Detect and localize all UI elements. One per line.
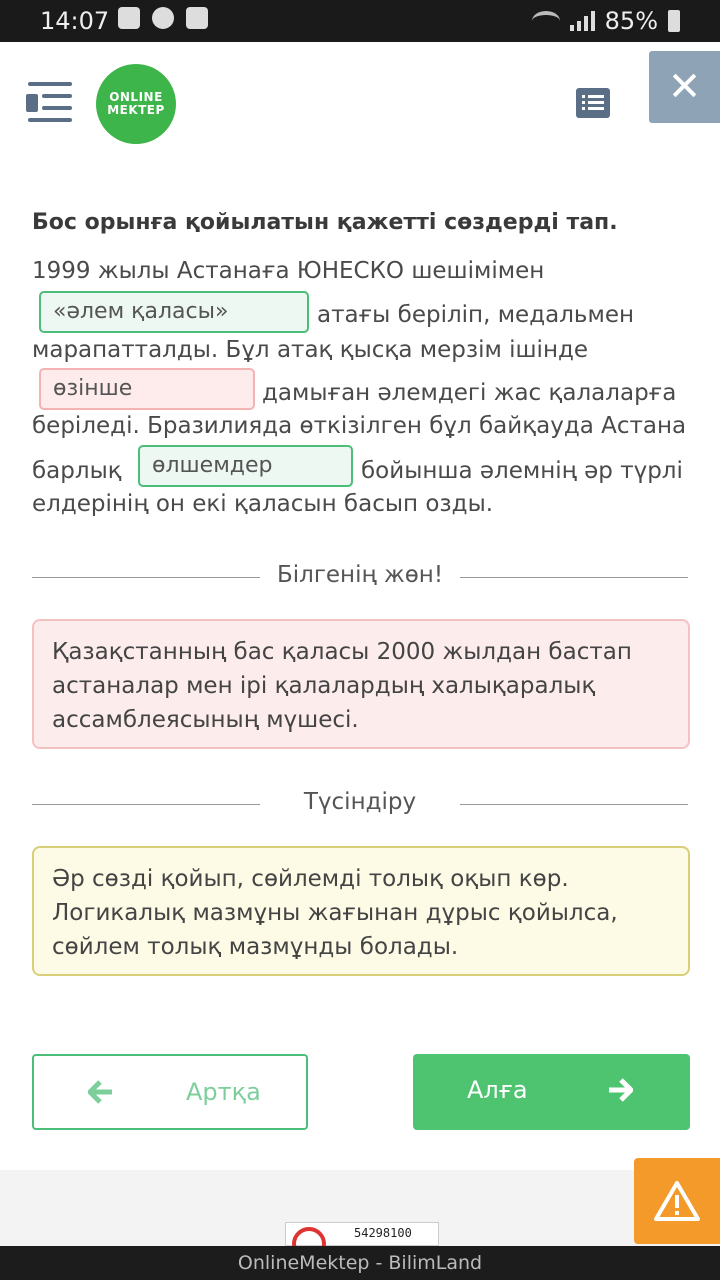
passage-line-1: 1999 жылы Астанаға ЮНЕСКО шешімімен xyxy=(32,258,545,284)
blank-1-answer[interactable]: «әлем қаласы» xyxy=(39,291,309,333)
question-title: Бос орынға қойылатын қажетті сөздерді тап. xyxy=(32,210,618,235)
signal-icon xyxy=(570,11,595,31)
explanation-divider xyxy=(32,789,688,819)
did-you-know-divider xyxy=(32,562,688,592)
app-header xyxy=(0,42,720,167)
arrow-left-icon xyxy=(88,1080,114,1104)
ad-code: 54298100 xyxy=(354,1226,412,1240)
app-icon xyxy=(152,7,174,29)
back-button[interactable] xyxy=(32,1054,308,1130)
passage-line-3: марапатталды. Бұл атақ қысқа мерзім ішінде xyxy=(32,337,589,363)
footer-title: OnlineMektep - BilimLand xyxy=(0,1246,720,1280)
passage-before-blank-3: барлық xyxy=(32,458,122,484)
next-button[interactable] xyxy=(413,1054,690,1130)
onlinemektep-logo[interactable]: ONLINE MEKTEP xyxy=(96,64,176,144)
next-button-label: Алға xyxy=(467,1076,528,1104)
youtube-icon xyxy=(118,7,140,29)
did-you-know-title: Білгенің жөн! xyxy=(276,562,444,588)
battery-icon xyxy=(668,10,680,32)
blank-2-answer[interactable]: өзінше xyxy=(39,368,255,410)
battery-percent: 85% xyxy=(604,7,658,35)
status-bar xyxy=(0,0,720,42)
back-button-label: Артқа xyxy=(186,1078,261,1106)
passage-line-5: беріледі. Бразилияда өткізілген бұл байқауда Астана xyxy=(32,413,687,439)
report-problem-button[interactable] xyxy=(634,1158,720,1244)
arrow-right-icon xyxy=(607,1078,633,1102)
explanation-title: Түсіндіру xyxy=(303,789,417,815)
warning-icon xyxy=(653,1180,701,1222)
wifi-icon xyxy=(532,11,560,31)
ad-banner[interactable] xyxy=(285,1222,439,1246)
list-icon[interactable] xyxy=(576,88,610,118)
status-time: 14:07 xyxy=(40,7,110,35)
explanation-box: Әр сөзді қойып, сөйлемді толық оқып көр. Логикалық мазмұны жағынан дұрыс қойылса, сөйлем толық мазмұнды болады. xyxy=(32,846,690,976)
passage-after-blank-1: атағы беріліп, медальмен xyxy=(317,302,635,328)
menu-indent-icon[interactable] xyxy=(24,82,72,124)
camera-icon xyxy=(186,7,208,29)
passage-after-blank-2: дамыған әлемдегі жас қалаларға xyxy=(262,380,677,406)
close-icon[interactable]: ✕ xyxy=(649,51,720,123)
did-you-know-box: Қазақстанның бас қаласы 2000 жылдан бастап астаналар мен ірі қалалардың халықаралық ассамблеясының мүшесі. xyxy=(32,619,690,749)
blank-3-answer[interactable]: өлшемдер xyxy=(138,445,353,487)
passage-after-blank-3: бойынша әлемнің әр түрлі xyxy=(361,458,683,484)
passage-line-7: елдерінің он екі қаласын басып озды. xyxy=(32,491,494,517)
